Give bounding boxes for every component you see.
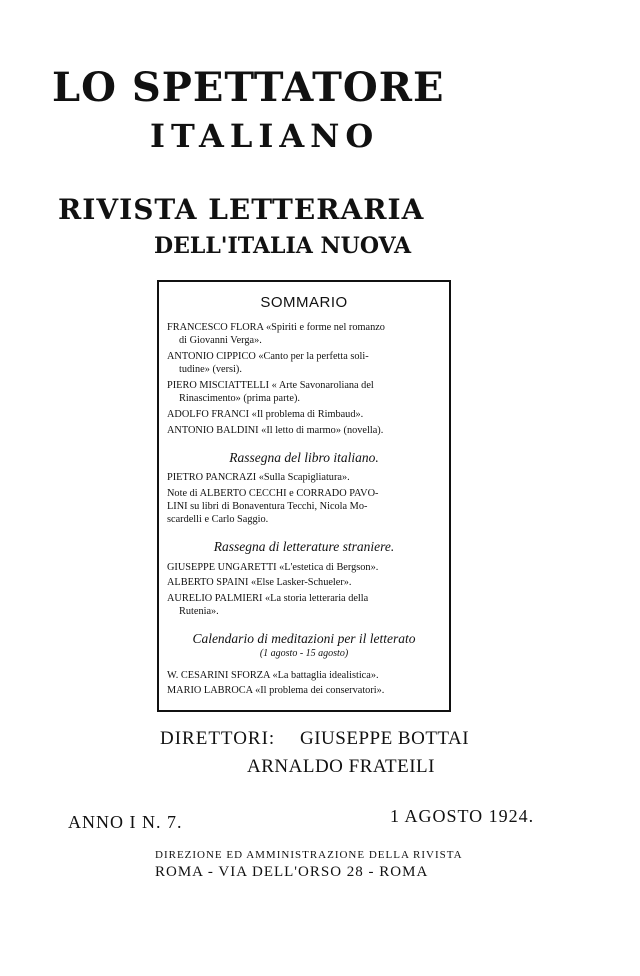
- magazine-subtitle: RIVISTA LETTERARIA: [58, 193, 425, 226]
- summary-entry-text: W. CESARINI SFORZA «La battaglia idealistica».: [167, 669, 379, 681]
- summary-entry-text: Note di ALBERTO CECCHI e CORRADO PAVO-: [167, 487, 379, 499]
- summary-entry-text: tudine» (versi).: [179, 364, 242, 376]
- summary-entry: [167, 592, 441, 618]
- administration-address: ROMA - VIA DELL'ORSO 28 - ROMA: [155, 864, 429, 880]
- summary-entry-text: ANTONIO BALDINI «Il letto di marmo» (novella).: [167, 424, 384, 436]
- summary-entry-text: Rutenia».: [179, 606, 219, 618]
- section-heading-foreign-literature: Rassegna di letterature straniere.: [213, 539, 395, 555]
- issue-number: ANNO I N. 7.: [68, 812, 183, 832]
- director-name: GIUSEPPE BOTTAI: [300, 728, 470, 749]
- calendar-dates: (1 agosto - 15 agosto): [259, 647, 349, 659]
- section-heading-calendar: Calendario di meditazioni per il letterato: [192, 631, 416, 647]
- summary-entry: [167, 350, 441, 376]
- summary-entry: [167, 321, 441, 347]
- summary-entry-text: GIUSEPPE UNGARETTI «L'estetica di Bergson».: [167, 561, 379, 573]
- summary-entry: [167, 669, 441, 682]
- director-name: ARNALDO FRATEILI: [247, 756, 435, 777]
- summary-entry: [167, 424, 441, 437]
- directors-label: DIRETTORI:: [160, 728, 276, 749]
- summary-heading: SOMMARIO: [260, 294, 348, 311]
- summary-entry: [167, 487, 441, 527]
- summary-entry: [167, 379, 441, 405]
- summary-box: [157, 280, 451, 712]
- summary-entry-text: FRANCESCO FLORA «Spiriti e forme nel romanzo: [167, 322, 385, 334]
- summary-entry-text: PIETRO PANCRAZI «Sulla Scapigliatura».: [167, 472, 350, 484]
- magazine-title: LO SPETTATORE: [52, 64, 445, 111]
- magazine-subtitle-line2: DELL'ITALIA NUOVA: [154, 233, 412, 259]
- summary-entry-text: AURELIO PALMIERI «La storia letteraria della: [167, 592, 369, 604]
- summary-entry-text: ANTONIO CIPPICO «Canto per la perfetta soli-: [167, 351, 369, 363]
- summary-entry-text: Rinascimento» (prima parte).: [179, 393, 300, 405]
- summary-entry: [167, 471, 441, 484]
- summary-entry-text: PIERO MISCIATTELLI « Arte Savonaroliana del: [167, 380, 374, 392]
- summary-entry: [167, 561, 441, 574]
- summary-entry-text: scardelli e Carlo Saggio.: [167, 514, 269, 526]
- summary-entry: [167, 408, 441, 421]
- summary-entry-text: ALBERTO SPAINI «Else Lasker-Schueler».: [167, 577, 352, 589]
- summary-entry: [167, 576, 441, 589]
- summary-entry: [167, 684, 441, 697]
- section-heading-italian-books: Rassegna del libro italiano.: [229, 449, 379, 465]
- magazine-title-line2: ITALIANO: [150, 117, 380, 155]
- summary-entry-text: MARIO LABROCA «Il problema dei conservatori».: [167, 685, 385, 697]
- summary-entry-text: ADOLFO FRANCI «Il problema di Rimbaud».: [167, 408, 364, 420]
- administration-label: DIREZIONE ED AMMINISTRAZIONE DELLA RIVISTA: [155, 849, 463, 861]
- issue-date: 1 AGOSTO 1924.: [390, 806, 535, 826]
- summary-entry-text: LINI su libri di Bonaventura Tecchi, Nicola Mo-: [167, 500, 368, 512]
- summary-entry-text: di Giovanni Verga».: [179, 335, 262, 347]
